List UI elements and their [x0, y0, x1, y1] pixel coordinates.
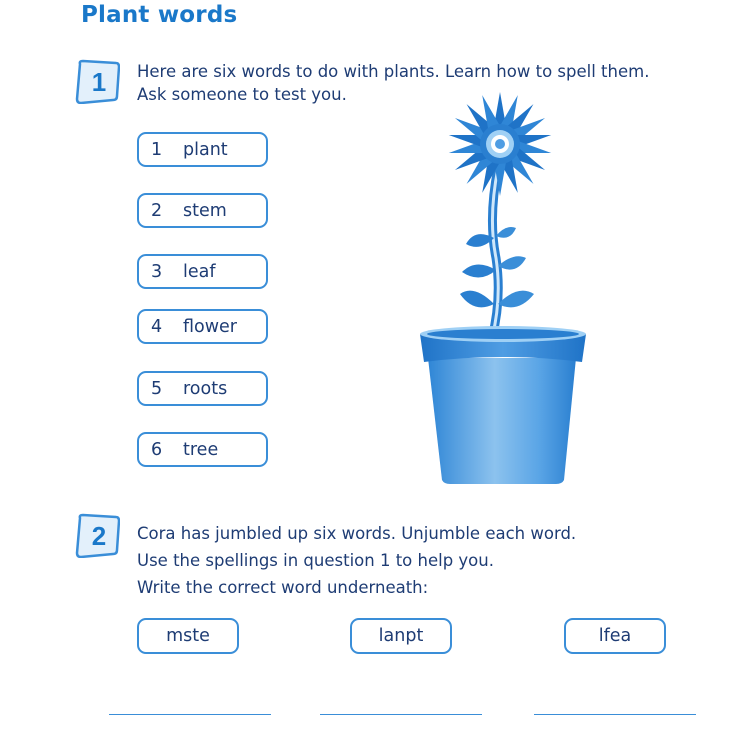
jumbled-word-3: lfea — [564, 618, 666, 654]
word-number: 6 — [151, 439, 163, 460]
question-2-line-3: Write the correct word underneath: — [137, 578, 429, 597]
word-number: 2 — [151, 200, 163, 221]
answer-line-1[interactable] — [109, 714, 271, 715]
flower-head — [448, 92, 553, 196]
leaf-shape — [496, 227, 516, 238]
word-box-5 — [137, 371, 268, 406]
word-text: roots — [183, 378, 228, 399]
word-text: stem — [183, 200, 227, 221]
answer-line-3[interactable] — [534, 714, 696, 715]
question-1-badge — [74, 58, 120, 104]
question-1-line-2: Ask someone to test you. — [137, 85, 347, 104]
word-number: 3 — [151, 261, 163, 282]
pot-body — [428, 358, 576, 484]
question-1-line-1: Here are six words to do with plants. Learn how to spell them. — [137, 62, 650, 81]
question-2-text — [137, 520, 576, 601]
question-2-number: 2 — [91, 521, 107, 551]
answer-line-2[interactable] — [320, 714, 482, 715]
leaf-shape — [498, 256, 526, 269]
jumbled-word-2: lanpt — [350, 618, 452, 654]
page-title: Plant words — [81, 2, 238, 28]
question-1-number: 1 — [91, 67, 107, 97]
flower-pot-illustration — [410, 88, 595, 488]
word-box-6 — [137, 432, 268, 467]
word-box-4 — [137, 309, 268, 344]
leaf-shape — [498, 291, 534, 308]
word-box-1 — [137, 132, 268, 167]
question-2-line-1: Cora has jumbled up six words. Unjumble each word. — [137, 524, 577, 543]
question-2-line-2: Use the spellings in question 1 to help you. — [137, 551, 494, 570]
word-text: flower — [183, 316, 238, 337]
question-2-badge — [74, 512, 120, 558]
word-number: 5 — [151, 378, 163, 399]
leaf-shape — [462, 264, 496, 277]
word-text: tree — [183, 439, 219, 460]
word-box-3 — [137, 254, 268, 289]
word-text: leaf — [183, 261, 216, 282]
leaf-shape — [460, 291, 494, 308]
jumbled-word-1: mste — [137, 618, 239, 654]
word-text: plant — [183, 139, 228, 160]
word-number: 4 — [151, 316, 163, 337]
word-number: 1 — [151, 139, 163, 160]
word-box-2 — [137, 193, 268, 228]
